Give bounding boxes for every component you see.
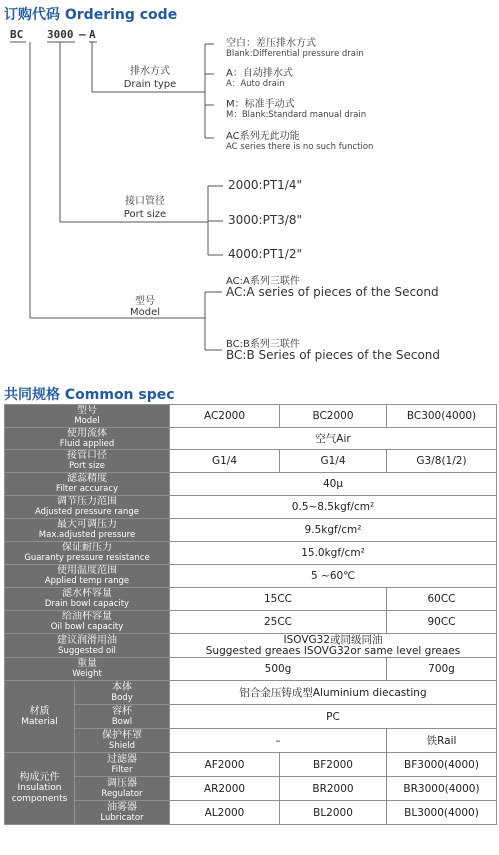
spec-temp-value: 5 ~60℃ [170,565,497,588]
spec-model-bc2000: BC2000 [280,405,387,428]
spec-fluid-value: 空气Air [170,428,497,450]
model-option-ac [226,276,439,298]
spec-header-temp: 使用温度范围 Applied temp range [5,565,170,588]
spec-row-guaranty [5,542,497,565]
spec-row-lubricator [5,801,497,825]
spec-weight-ac: 500g [170,658,387,681]
spec-port-ac2000: G1/4 [170,450,280,473]
drain-option-manual-en: M：Blank:Standard manual drain [226,110,367,120]
spec-row-model [5,405,497,428]
port-size-label-zh: 接口管径 [125,196,165,207]
drain-option-ac-zh: AC系列无此功能 [226,131,300,142]
drain-option-blank [226,38,364,60]
drain-option-blank-en: Blank:Differential pressure drain [226,49,364,59]
spec-row-filter [5,473,497,496]
drain-option-manual [226,99,366,121]
drain-option-manual-zh: M：标准手动式 [226,99,295,110]
spec-header-weight: 重量 Weight [5,658,170,681]
spec-row-suggested-oil [5,634,497,658]
spec-group-insulation: 构成元件 Insulation components [5,753,75,825]
drain-option-auto-zh: A：自动排水式 [226,68,293,79]
spec-header-model: 型号 Model [5,405,170,428]
spec-header-regulator: 调压器 Regulator [75,777,170,801]
code-series: BC [10,28,24,41]
spec-shield-ac: – [170,729,387,753]
common-spec-title: 共同规格 Common spec [4,387,175,403]
port-option-3000: 3000:PT3/8" [228,213,302,227]
spec-row-filter-comp [5,753,497,777]
spec-oil-bowl-bc: 90CC [387,611,497,634]
spec-row-weight [5,658,497,681]
drain-option-ac-en: AC series there is no such function [226,142,374,152]
spec-header-lubricator: 油雾器 Lubricator [75,801,170,825]
spec-drain-bowl-ac: 15CC [170,588,387,611]
spec-filter-bf2000: BF2000 [280,753,387,777]
spec-port-bc2000: G1/4 [280,450,387,473]
spec-body-value: 铝合金压铸成型Aluminium diecasting [170,681,497,705]
drain-option-blank-zh: 空白：差压排水方式 [226,38,316,49]
model-option-bc-en: BC:B Series of pieces of the Second [226,348,441,362]
drain-type-label-zh: 排水方式 [130,66,170,77]
spec-row-oil-bowl [5,611,497,634]
drain-type-label-en: Drain type [123,79,177,90]
model-label-zh: 型号 [135,296,155,307]
spec-regulator-ar2000: AR2000 [170,777,280,801]
model-option-bc [226,339,440,361]
spec-header-filter-comp: 过滤器 Filter [75,753,170,777]
ordering-code-title: 订购代码 Ordering code [4,7,178,23]
spec-header-suggested-oil: 建议润滑用油 Suggested oil [5,634,170,658]
common-spec-table [4,404,497,825]
spec-group-material: 材质 Material [5,681,75,753]
model-option-ac-en: AC:A series of pieces of the Second [226,285,439,299]
spec-row-bowl-material [5,705,497,729]
spec-filter-bf3000: BF3000(4000) [387,753,497,777]
spec-header-guaranty: 保证耐压力 Guaranty pressure resistance [5,542,170,565]
spec-header-shield: 保护杯罩 Shield [75,729,170,753]
spec-regulator-br3000: BR3000(4000) [387,777,497,801]
spec-filter-value: 40μ [170,473,497,496]
spec-row-body [5,681,497,705]
port-size-label-en: Port size [123,209,167,220]
drain-option-auto [226,68,293,90]
model-label-en: Model [129,307,161,318]
spec-header-filter: 滤蕊精度 Filter accuracy [5,473,170,496]
spec-max-value: 9.5kgf/cm² [170,519,497,542]
spec-bowl-material-value: PC [170,705,497,729]
spec-suggested-oil-value: ISOVG32或同级同油 Suggested greaes ISOVG32or same level greaes [170,634,497,658]
spec-header-max: 最大可调压力 Max.adjusted pressure [5,519,170,542]
spec-weight-bc: 700g [387,658,497,681]
spec-row-max [5,519,497,542]
spec-header-oil-bowl: 给油杯容量 Oil bowl capacity [5,611,170,634]
spec-lubricator-bl2000: BL2000 [280,801,387,825]
spec-header-body: 本体 Body [75,681,170,705]
spec-oil-bowl-ac: 25CC [170,611,387,634]
spec-row-shield [5,729,497,753]
drain-option-ac [226,131,373,153]
spec-filter-af2000: AF2000 [170,753,280,777]
spec-row-fluid [5,428,497,450]
code-dash: – [79,28,86,41]
spec-model-ac2000: AC2000 [170,405,280,428]
port-option-4000: 4000:PT1/2" [228,247,302,261]
spec-header-adjusted: 调节压力范围 Adjusted pressure range [5,496,170,519]
spec-header-drain-bowl: 滤水杯容量 Drain bowl capacity [5,588,170,611]
spec-header-bowl-material: 容杯 Bowl [75,705,170,729]
spec-row-port [5,450,497,473]
spec-row-drain-bowl [5,588,497,611]
model-option-ac-zh: AC:A系列三联件 [226,276,300,287]
spec-lubricator-bl3000: BL3000(4000) [387,801,497,825]
spec-lubricator-al2000: AL2000 [170,801,280,825]
model-option-bc-zh: BC:B系列三联件 [226,339,300,350]
spec-model-bc3000: BC300(4000) [387,405,497,428]
port-option-2000: 2000:PT1/4" [228,178,302,192]
spec-guaranty-value: 15.0kgf/cm² [170,542,497,565]
spec-regulator-br2000: BR2000 [280,777,387,801]
spec-shield-bc: 铁Rail [387,729,497,753]
code-port: 3000 [47,28,74,41]
spec-header-fluid: 使用流体 Fluid applied [5,428,170,450]
spec-row-temp [5,565,497,588]
code-drain: A [89,28,96,41]
spec-adjusted-value: 0.5~8.5kgf/cm² [170,496,497,519]
spec-port-bc3000: G3/8(1/2) [387,450,497,473]
spec-drain-bowl-bc: 60CC [387,588,497,611]
spec-header-port: 接管口径 Port size [5,450,170,473]
spec-row-regulator [5,777,497,801]
drain-option-auto-en: A：Auto drain [226,79,285,89]
spec-row-adjusted [5,496,497,519]
